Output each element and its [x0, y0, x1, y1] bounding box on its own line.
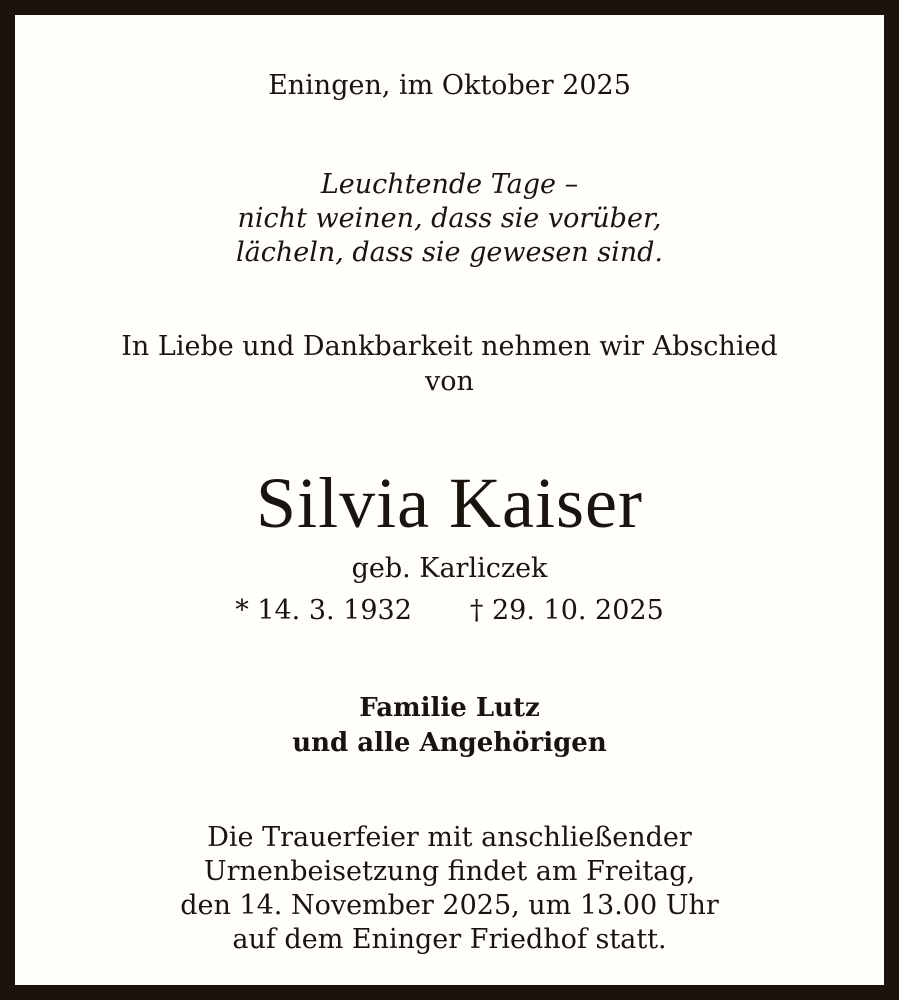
funeral-service-info — [30, 821, 869, 957]
quote-line: nicht weinen, dass sie vorüber, — [237, 203, 662, 234]
deceased-name: Silvia Kaiser — [256, 463, 643, 543]
quote-line: lächeln, dass sie gewesen sind. — [235, 237, 664, 268]
farewell-text — [30, 329, 869, 399]
maiden-name: geb. Karliczek — [351, 553, 548, 584]
farewell-line: In Liebe und Dankbarkeit nehmen wir Abschied — [121, 331, 778, 362]
service-line: auf dem Eninger Friedhof statt. — [232, 924, 667, 955]
birth-date: * 14. 3. 1932 — [235, 595, 412, 626]
mourner-line: Familie Lutz — [359, 693, 540, 723]
place-date: Eningen, im Oktober 2025 — [268, 70, 631, 101]
service-line: Urnenbeisetzung findet am Freitag, — [203, 856, 696, 887]
death-date: † 29. 10. 2025 — [469, 595, 664, 626]
mourners — [30, 691, 869, 761]
quote-line: Leuchtende Tage – — [320, 169, 579, 200]
memorial-quote — [30, 168, 869, 270]
mourner-line: und alle Angehörigen — [292, 728, 607, 758]
farewell-line: von — [425, 366, 474, 397]
life-dates — [30, 593, 869, 629]
service-line: den 14. November 2025, um 13.00 Uhr — [180, 890, 719, 921]
service-line: Die Trauerfeier mit anschließender — [207, 822, 692, 853]
